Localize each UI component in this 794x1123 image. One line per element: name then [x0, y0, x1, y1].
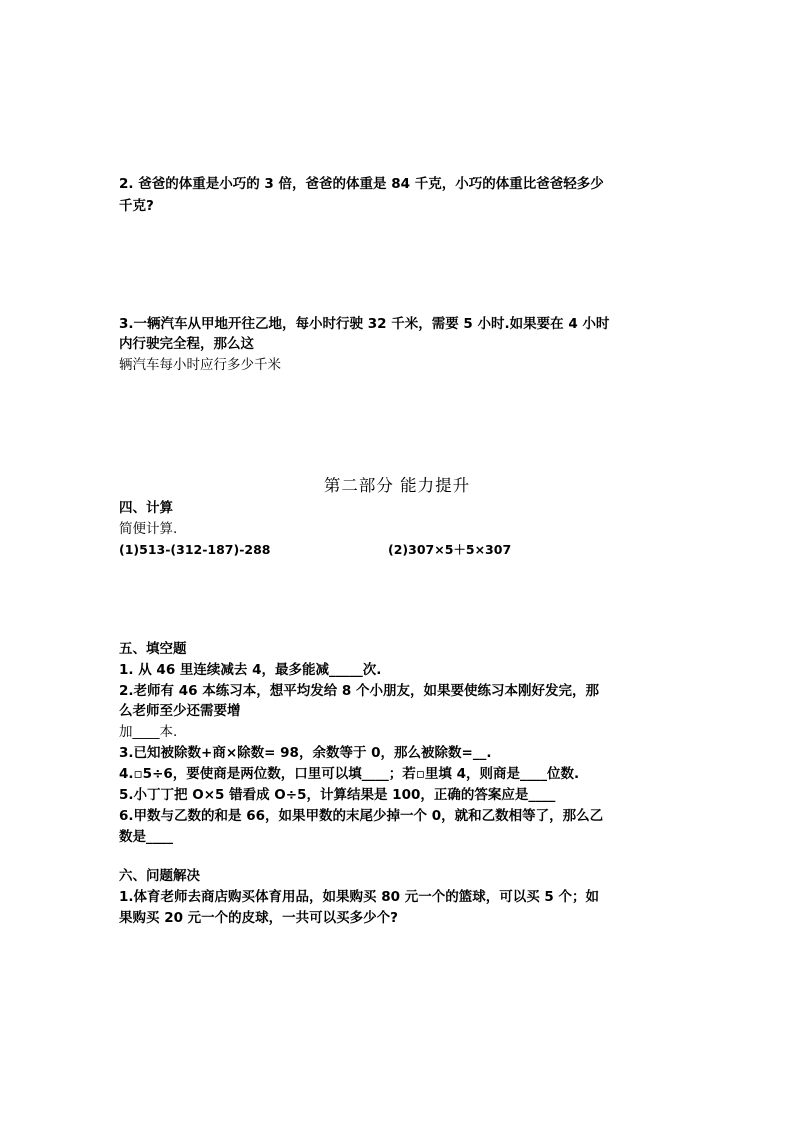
fill-blank-line: 加____本. [119, 724, 178, 740]
problem-1-line-2: 果购买 20 元一个的皮球，一共可以买多少个? [119, 910, 399, 926]
question-2-line-1: 2. 爸爸的体重是小巧的 3 倍，爸爸的体重是 84 千克，小巧的体重比爸爸轻多少 [119, 176, 604, 192]
fill-blank-line: 5.小丁丁把 O×5 错看成 O÷5，计算结果是 100，正确的答案应是____ [119, 787, 556, 803]
fill-blank-line: 1. 从 46 里连续减去 4，最多能减_____次. [119, 662, 382, 678]
fill-blank-line: 数是____ [119, 829, 173, 845]
fill-blank-line: 6.甲数与乙数的和是 66，如果甲数的末尾少掉一个 0，就和乙数相等了，那么乙 [119, 808, 604, 824]
section-6-heading: 六、问题解决 [119, 868, 200, 884]
fill-blank-line: 2.老师有 46 本练习本，想平均发给 8 个小朋友，如果要使练习本刚好发完，那 [119, 683, 600, 699]
fill-blank-line: 么老师至少还需要增 [119, 703, 241, 719]
problem-1-line-1: 1.体育老师去商店购买体育用品，如果购买 80 元一个的篮球，可以买 5 个；如 [119, 889, 600, 905]
part2-title: 第二部分 能力提升 [323, 476, 471, 495]
calc-item-1: (1)513-(312-187)-288 [119, 542, 271, 557]
section-5-heading: 五、填空题 [119, 641, 187, 657]
question-3-line-2: 内行驶完全程，那么这 [119, 336, 254, 352]
question-2-line-2: 千克? [119, 198, 154, 214]
question-3-line-1: 3.一辆汽车从甲地开往乙地，每小时行驶 32 千米，需要 5 小时.如果要在 4 小时 [119, 316, 610, 332]
fill-blank-line: 3.已知被除数+商×除数= 98，余数等于 0，那么被除数=__. [119, 745, 492, 761]
fill-blank-line: 4.▫5÷6，要使商是两位数，口里可以填____；若▫里填 4，则商是____位数. [119, 766, 580, 782]
section-4-heading: 四、计算 [119, 500, 173, 516]
calc-item-2: (2)307×5＋5×307 [388, 542, 512, 557]
section-4-instruction: 简便计算. [119, 521, 178, 537]
question-3-line-3: 辆汽车每小时应行多少千米 [119, 357, 281, 373]
